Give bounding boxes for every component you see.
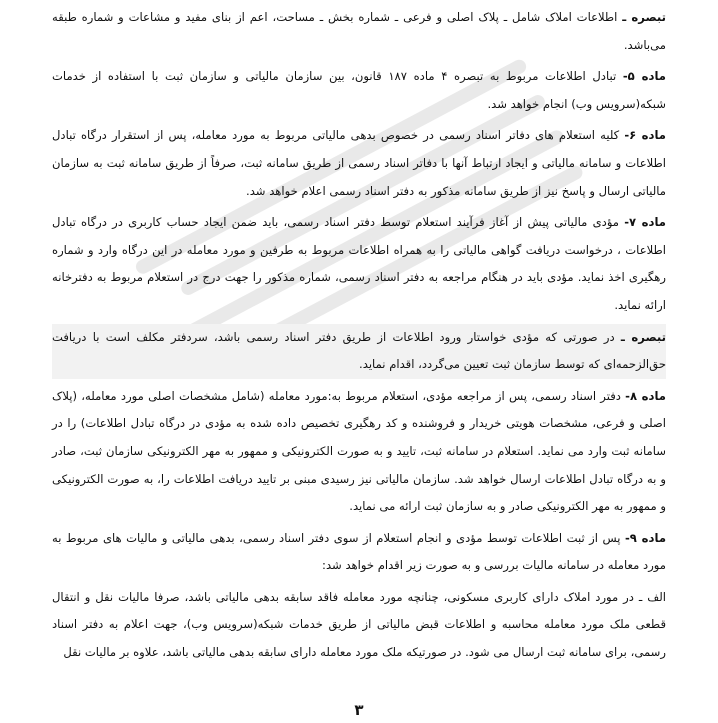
paragraph-heading: ماده ۹- [624,530,666,545]
paragraph-text: دفتر اسناد رسمی، پس از مراجعه مؤدی، استعلام مربوط به:مورد معامله (شامل مشخصات اصلی مورد معامله، (پلاک اصلی و فرعی، مشخصات هویتی خریدار و فروشنده و کد رهگیری تخصیص داده شده به مؤدی در درگاه تبادل اطلاعات) را در سامانه ثبت وارد می نماید. استعلام در سامانه ثبت، تایید و به صورت الکترونیکی و ممهور به مهر الکترونیکی سازمان ثبت، صادر و به درگاه تبادل اطلاعات ارسال خواهد شد. سازمان مالیاتی نیز رسیدی مبنی بر تایید دریافت اطلاعات را، به صورت الکترونیکی و ممهور به مهر الکترونیکی صادر و به سازمان ثبت ارائه می نماید. [52,388,666,514]
paragraph-text: اطلاعات املاک شامل ـ پلاک اصلی و فرعی ـ شماره بخش ـ مساحت، اعم از بنای مفید و مشاعات و شماره طبقه می‌باشد. [52,10,666,52]
paragraph-article-6 [52,122,666,205]
paragraph-text: تبادل اطلاعات مربوط به تبصره ۴ ماده ۱۸۷ قانون، بین سازمان مالیاتی و سازمان ثبت با استفاده از خدمات شبکه(سرویس وب) انجام خواهد شد. [52,69,666,111]
paragraph-heading: تبصره ـ [622,10,666,24]
paragraph-heading: ماده ۶- [624,128,666,143]
paragraph-text: پس از ثبت اطلاعات توسط مؤدی و انجام استعلام از سوی دفتر اسناد رسمی، بدهی مالیاتی و مالیات های مربوط به مورد معامله در سامانه مالیات بررسی و به صورت زیر اقدام خواهد شد: [52,530,666,573]
paragraph-article-5 [52,63,666,118]
paragraph-note-1 [52,4,666,59]
paragraph-article-8 [52,383,666,521]
paragraph-clause-a [52,584,666,667]
paragraph-text: مؤدی مالیاتی پیش از آغاز فرآیند استعلام توسط دفتر اسناد رسمی، باید ضمن ایجاد حساب کاربری در درگاه تبادل اطلاعات ، درخواست دریافت گواهی مالیاتی را به همراه اطلاعات مربوط به طرفین و مورد معامله در این درگاه وارد و شماره رهگیری اخذ نماید. مؤدی باید در هنگام مراجعه به دفتر اسناد رسمی، شماره مذکور را جهت درج در استعلام مربوط به دفترخانه ارائه نماید. [52,215,666,312]
paragraph-heading: ماده ۸- [625,388,666,403]
page-number: ۳ [354,701,364,719]
paragraph-text: الف ـ در مورد املاک دارای کاربری مسکونی، چنانچه مورد معامله فاقد سابقه بدهی مالیاتی باشد، صرفا مالیات نقل و انتقال قطعی ملک مورد معامله محاسبه و اطلاعات قبض مالیاتی از طریق خدمات شبکه(سرویس وب)، جهت اعلام به دفتر اسناد رسمی، برای سامانه ثبت ارسال می شود. در صورتیکه ملک مورد معامله دارای سابقه بدهی مالیاتی باشد، علاوه بر مالیات نقل [52,589,666,660]
paragraph-text: کلیه استعلام های دفاتر اسناد رسمی در خصوص بدهی مالیاتی مربوط به مورد معامله، پس از استقرار درگاه تبادل اطلاعات و سامانه مالیاتی و ایجاد ارتباط آنها با دفاتر اسناد رسمی از طریق سامانه ثبت، صرفاً از طریق سامانه ثبت به سازمان مالیاتی ارسال و پاسخ نیز از طریق سامانه مذکور به دفتر اسناد رسمی اعلام خواهد شد. [52,128,666,198]
paragraph-heading: ماده ۵- [622,69,666,84]
paragraph-heading: ماده ۷- [624,215,666,230]
paragraph-text: در صورتی که مؤدی خواستار ورود اطلاعات از طریق دفتر اسناد رسمی باشد، سردفتر مکلف است با دریافت حق‌الزحمه‌ای که توسط سازمان ثبت تعیین می‌گردد، اقدام نماید. [52,329,666,372]
paragraph-note-2 [52,324,666,379]
paragraph-article-7 [52,209,666,319]
paragraph-article-9 [52,525,666,580]
paragraph-heading: تبصره ـ [620,329,666,344]
document-body [52,4,666,671]
